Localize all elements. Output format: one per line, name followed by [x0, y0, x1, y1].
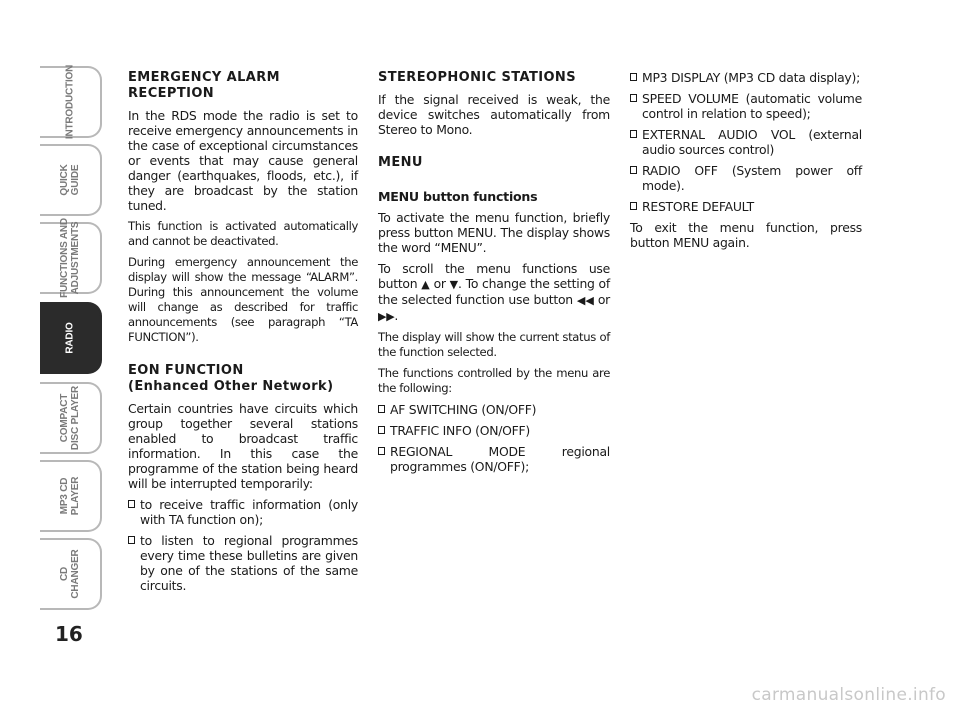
tab-label: FUNCTIONS AND ADJUSTMENTS [59, 218, 81, 298]
checkbox-bullet-icon [128, 536, 135, 544]
paragraph: During emergency announcement the display will show the message “ALARM”. During this announcement the volume will change as described for traffic announcements (see paragraph “TA FUNCTION”). [128, 255, 358, 344]
list-item-text: RADIO OFF (System power off mode). [642, 163, 862, 193]
heading-stereophonic-stations: STEREOPHONIC STATIONS [378, 70, 576, 85]
list-item [378, 444, 610, 474]
tab-label: QUICK GUIDE [59, 164, 81, 196]
tab-label: CD CHANGER [59, 549, 81, 599]
tab-compact-disc-player[interactable] [40, 382, 102, 454]
list-item [128, 497, 358, 527]
watermark: carmanualsonline.info [751, 685, 946, 705]
checkbox-bullet-icon [630, 202, 637, 210]
page-number: 16 [55, 622, 83, 646]
list-item-text: RESTORE DEFAULT [642, 199, 754, 214]
list-item-text: MP3 DISPLAY (MP3 CD data display); [642, 70, 861, 85]
checkbox-bullet-icon [630, 130, 637, 138]
list-item-text: EXTERNAL AUDIO VOL (external audio sources control) [642, 127, 862, 157]
list-item [128, 533, 358, 593]
list-item [378, 423, 610, 438]
list-item [630, 70, 862, 85]
paragraph: In the RDS mode the radio is set to receive emergency announcements in the case of exceptional circumstances or events that may cause general danger (earthquakes, floods, etc.), if they are broadcast by the station tuned. [128, 108, 358, 213]
heading-eon-subtitle: (Enhanced Other Network) [128, 379, 334, 394]
checkbox-bullet-icon [378, 405, 385, 413]
tab-label: MP3 CD PLAYER [59, 476, 81, 516]
paragraph: Certain countries have circuits which group together several stations enabled to broadcast traffic information. In this case the programme of the station being heard will be interrupted temporarily: [128, 401, 358, 491]
paragraph: The display will show the current status of the function selected. [378, 330, 610, 359]
checkbox-bullet-icon [128, 500, 135, 508]
text: or [433, 276, 446, 291]
text: To scroll the menu functions use button [378, 261, 610, 291]
column-left [128, 70, 358, 599]
heading-emergency-alarm: EMERGENCY ALARM RECEPTION [128, 70, 280, 101]
up-arrow-icon: ▲ [421, 278, 430, 291]
paragraph: If the signal received is weak, the device switches automatically from Stereo to Mono. [378, 92, 610, 137]
column-middle [378, 70, 610, 480]
list-item [630, 127, 862, 157]
list-item-text: to receive traffic information (only with TA function on); [140, 497, 358, 527]
paragraph: To exit the menu function, press button MENU again. [630, 220, 862, 250]
rewind-icon: ◀◀ [576, 294, 594, 307]
tab-mp3-cd-player[interactable] [40, 460, 102, 532]
list-item-text: SPEED VOLUME (automatic volume control in relation to speed); [642, 91, 862, 121]
list-item [630, 91, 862, 121]
checkbox-bullet-icon [378, 447, 385, 455]
heading-menu: MENU [378, 155, 423, 170]
paragraph-scroll-instructions [378, 261, 610, 324]
list-item-text: to listen to regional programmes every time these bulletins are given by one of the stations of the same circuits. [140, 533, 358, 593]
tab-cd-changer[interactable] [40, 538, 102, 610]
down-arrow-icon: ▼ [449, 278, 459, 291]
paragraph: To activate the menu function, briefly press button MENU. The display shows the word “MENU”. [378, 210, 610, 255]
list-item [630, 199, 862, 214]
tab-label: INTRODUCTION [64, 64, 76, 140]
heading-menu-button-functions: MENU button functions [378, 189, 538, 204]
tab-label: RADIO [64, 322, 76, 354]
tab-functions-and-adjustments[interactable] [40, 218, 102, 298]
fast-forward-icon: ▶▶ [378, 310, 395, 323]
checkbox-bullet-icon [378, 426, 385, 434]
column-right [630, 70, 862, 256]
list-item-text: TRAFFIC INFO (ON/OFF) [390, 423, 531, 438]
tab-radio[interactable] [40, 302, 102, 374]
list-item [378, 402, 610, 417]
paragraph: This function is activated automatically and cannot be deactivated. [128, 219, 358, 248]
tab-label: COMPACT DISC PLAYER [59, 385, 81, 451]
paragraph: The functions controlled by the menu are the following: [378, 366, 610, 395]
text: . [394, 308, 399, 323]
list-item [630, 163, 862, 193]
list-item-text: REGIONAL MODE regional programmes (ON/OFF); [390, 444, 610, 474]
checkbox-bullet-icon [630, 94, 637, 102]
tab-introduction[interactable] [40, 66, 102, 138]
checkbox-bullet-icon [630, 73, 637, 81]
text: or [597, 292, 610, 307]
list-item-text: AF SWITCHING (ON/OFF) [390, 402, 537, 417]
checkbox-bullet-icon [630, 166, 637, 174]
text: . To change the setting of the selected function use button [378, 276, 610, 307]
heading-eon-function: EON FUNCTION [128, 363, 244, 378]
tab-quick-guide[interactable] [40, 144, 102, 216]
